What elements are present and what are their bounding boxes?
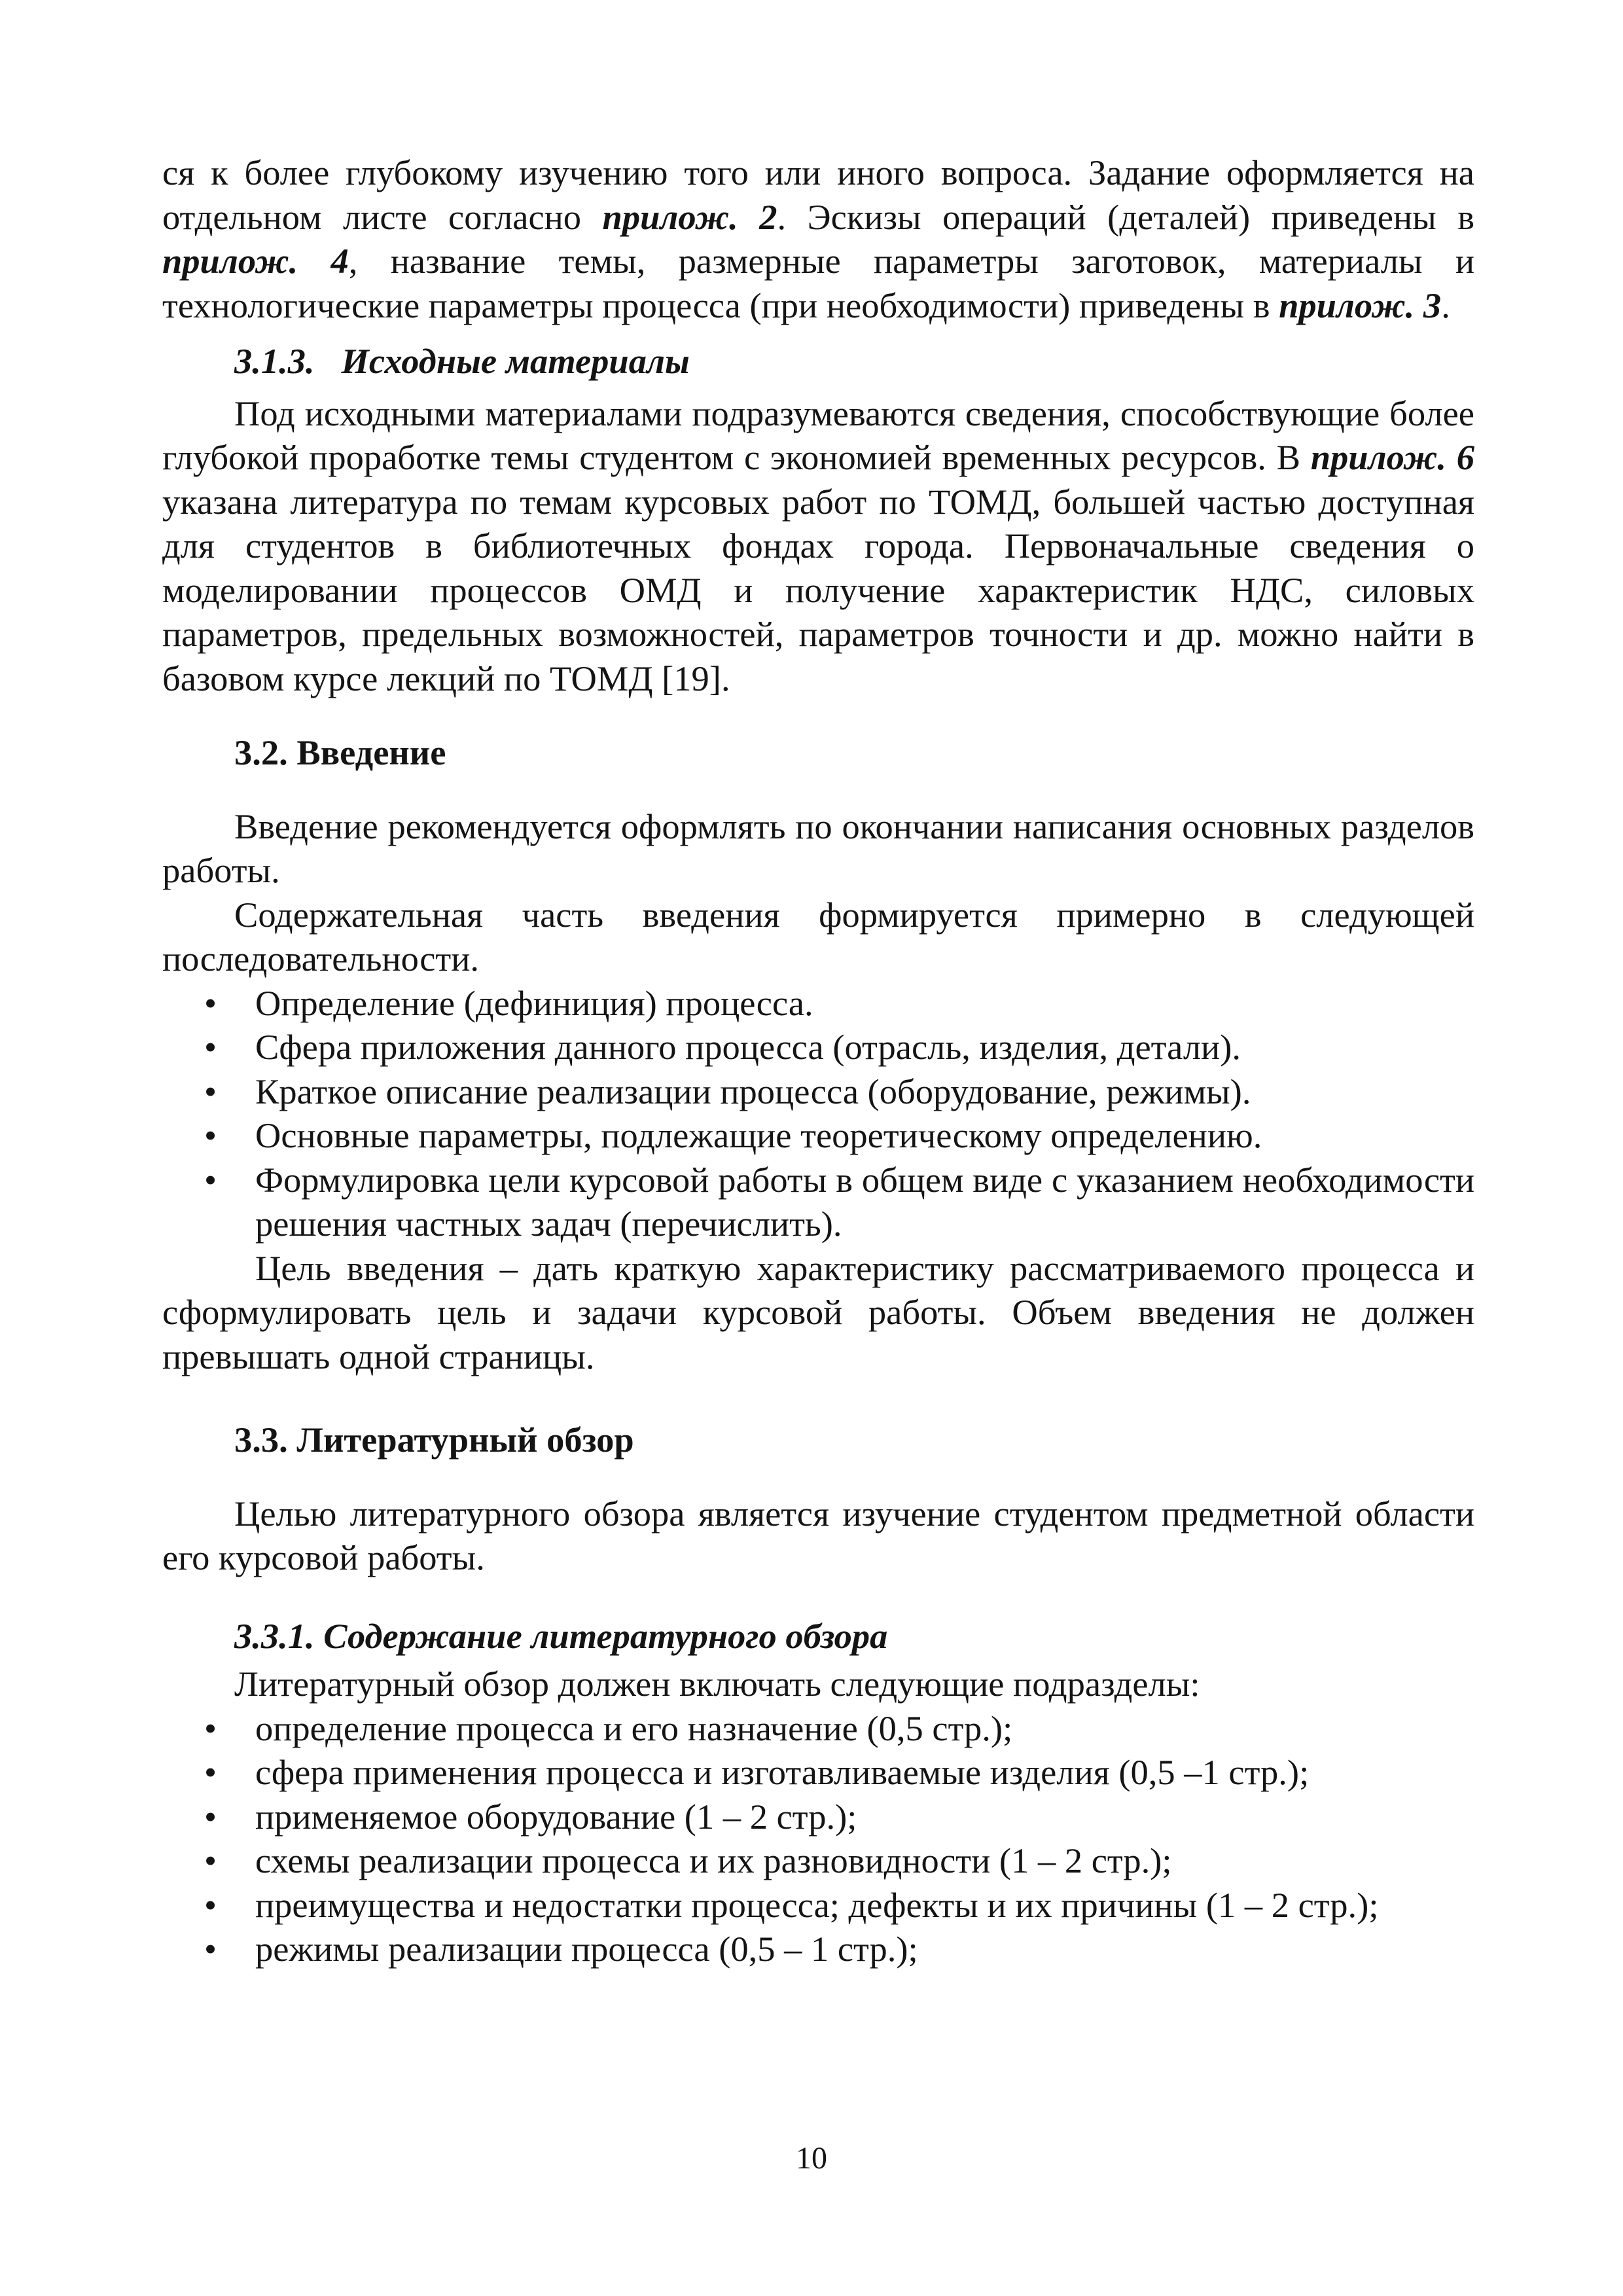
bullet-icon: • — [204, 1752, 217, 1792]
bullet-icon: • — [204, 1708, 217, 1748]
list-item: • Краткое описание реализации процесса (оборудование, режимы). — [162, 1069, 1474, 1114]
subsection-heading-3-1-3: 3.1.3. Исходные материалы — [234, 341, 690, 381]
list-item: • Основные параметры, подлежащие теоретическому определению. — [162, 1113, 1474, 1158]
appendix-ref: прилож. 3 — [1279, 285, 1442, 325]
subsection-heading-3-3-1: 3.3.1. Содержание литературного обзора — [234, 1615, 888, 1656]
bullet-icon: • — [204, 982, 217, 1023]
section-heading-3-3: 3.3. Литературный обзор — [234, 1420, 634, 1460]
list-item: • преимущества и недостатки процесса; дефекты и их причины (1 – 2 стр.); — [162, 1883, 1474, 1928]
paragraph-intro-2: Содержательная часть введения формируется примерно в следующей последовательности. — [162, 894, 1474, 978]
intro-bullet-list — [162, 981, 1474, 1246]
list-item: • режимы реализации процесса (0,5 – 1 стр.); — [162, 1927, 1474, 1971]
section-heading-3-2: 3.2. Введение — [234, 732, 446, 772]
appendix-ref: прилож. 6 — [1310, 437, 1474, 477]
bullet-icon: • — [204, 1884, 217, 1925]
bullet-icon: • — [204, 1840, 217, 1880]
paragraph-source-materials: Под исходными материалами подразумеваются сведения, способствующие более глубокой проработке темы студентом с экономией временных ресурсов. В прилож. 6 указана литература по темам курсовых работ по ТОМД, большей частью доступная для студентов в библиотечных фондах города. Первоначальные сведения о моделировании процессов ОМД и получение характеристик НДС, силовых параметров, предельных возможностей, параметров точности и др. можно найти в базовом курсе лекций по ТОМД [19]. — [162, 393, 1474, 698]
list-item: • схемы реализации процесса и их разновидности (1 – 2 стр.); — [162, 1839, 1474, 1883]
appendix-ref: прилож. 4 — [162, 241, 349, 281]
appendix-ref: прилож. 2 — [602, 196, 777, 237]
bullet-icon: • — [204, 1027, 217, 1067]
lit-review-bullet-list — [162, 1706, 1474, 1971]
bullet-icon: • — [204, 1159, 217, 1200]
bullet-icon: • — [204, 1115, 217, 1155]
paragraph-lit-review: Целью литературного обзора является изучение студентом предметной области его курсовой работы. — [162, 1493, 1474, 1577]
paragraph-intro-3: Цель введения – дать краткую характеристику рассматриваемого процесса и сформулировать цель и задачи курсовой работы. Объем введения не должен превышать одной страницы. — [162, 1247, 1474, 1376]
paragraph-intro-1: Введение рекомендуется оформлять по окончании написания основных разделов работы. — [162, 806, 1474, 890]
list-item: • определение процесса и его назначение (0,5 стр.); — [162, 1706, 1474, 1751]
list-item: • Сфера приложения данного процесса (отрасль, изделия, детали). — [162, 1025, 1474, 1069]
list-item: • Формулировка цели курсовой работы в общем виде с указанием необходимости решения частных задач (перечислить). — [162, 1158, 1474, 1246]
paragraph-continuation: ся к более глубокому изучению того или иного вопроса. Задание оформляется на отдельном листе согласно прилож. 2. Эскизы операций (деталей) приведены в прилож. 4, название темы, размерные параметры заготовок, материалы и технологические параметры процесса (при необходимости) приведены в прилож. 3. — [162, 152, 1475, 325]
list-item: • применяемое оборудование (1 – 2 стр.); — [162, 1795, 1474, 1839]
document-page — [162, 151, 1474, 1971]
bullet-icon: • — [204, 1071, 217, 1111]
list-item: • сфера применения процесса и изготавливаемые изделия (0,5 –1 стр.); — [162, 1750, 1474, 1795]
list-item: • Определение (дефиниция) процесса. — [162, 981, 1474, 1026]
page-number: 10 — [796, 2141, 827, 2176]
bullet-icon: • — [204, 1796, 217, 1837]
paragraph-lit-contents: Литературный обзор должен включать следующие подразделы: — [234, 1664, 1200, 1704]
bullet-icon: • — [204, 1929, 217, 1969]
